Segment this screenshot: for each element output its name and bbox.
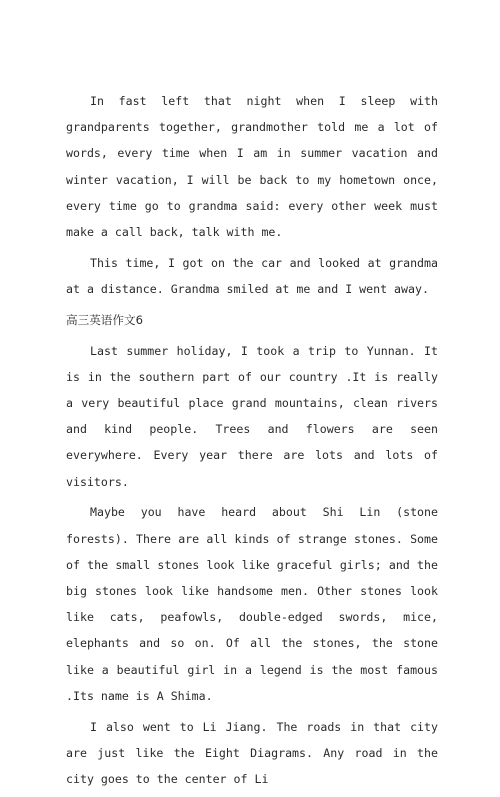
paragraph-shi-lin: Maybe you have heard about Shi Lin (stone forests). There are all kinds of strange stones. Some of the small stones look like graceful girls; and the big stones look like handsome men. Other stones look like cats, peafowls, double-edged swords, mice, elephants and so on. Of all the stones, the stone like a beautiful girl in a legend is the most famous .Its name is A Shima. — [66, 505, 438, 703]
document-body — [66, 88, 438, 797]
section-heading: 高三英语作文6 — [66, 312, 143, 327]
paragraph-yunnan-trip: Last summer holiday, I took a trip to Yunnan. It is in the southern part of our country .It is really a very beautiful place grand mountains, clean rivers and kind people. Trees and flowers are seen everywhere. Every year there are lots and lots of visitors. — [66, 343, 438, 489]
paragraph-grandma-farewell: In fast left that night when I sleep with grandparents together, grandmother told me a lot of words, every time when I am in summer vacation and winter vacation, I will be back to my hometown once, every time go to grandma said: every other week must make a call back, talk with me. — [66, 94, 438, 240]
paragraph-leaving-grandma: This time, I got on the car and looked at grandma at a distance. Grandma smiled at me and I went away. — [66, 255, 438, 297]
paragraph-li-jiang: I also went to Li Jiang. The roads in that city are just like the Eight Diagrams. Any road in the city goes to the center of Li — [66, 719, 438, 787]
